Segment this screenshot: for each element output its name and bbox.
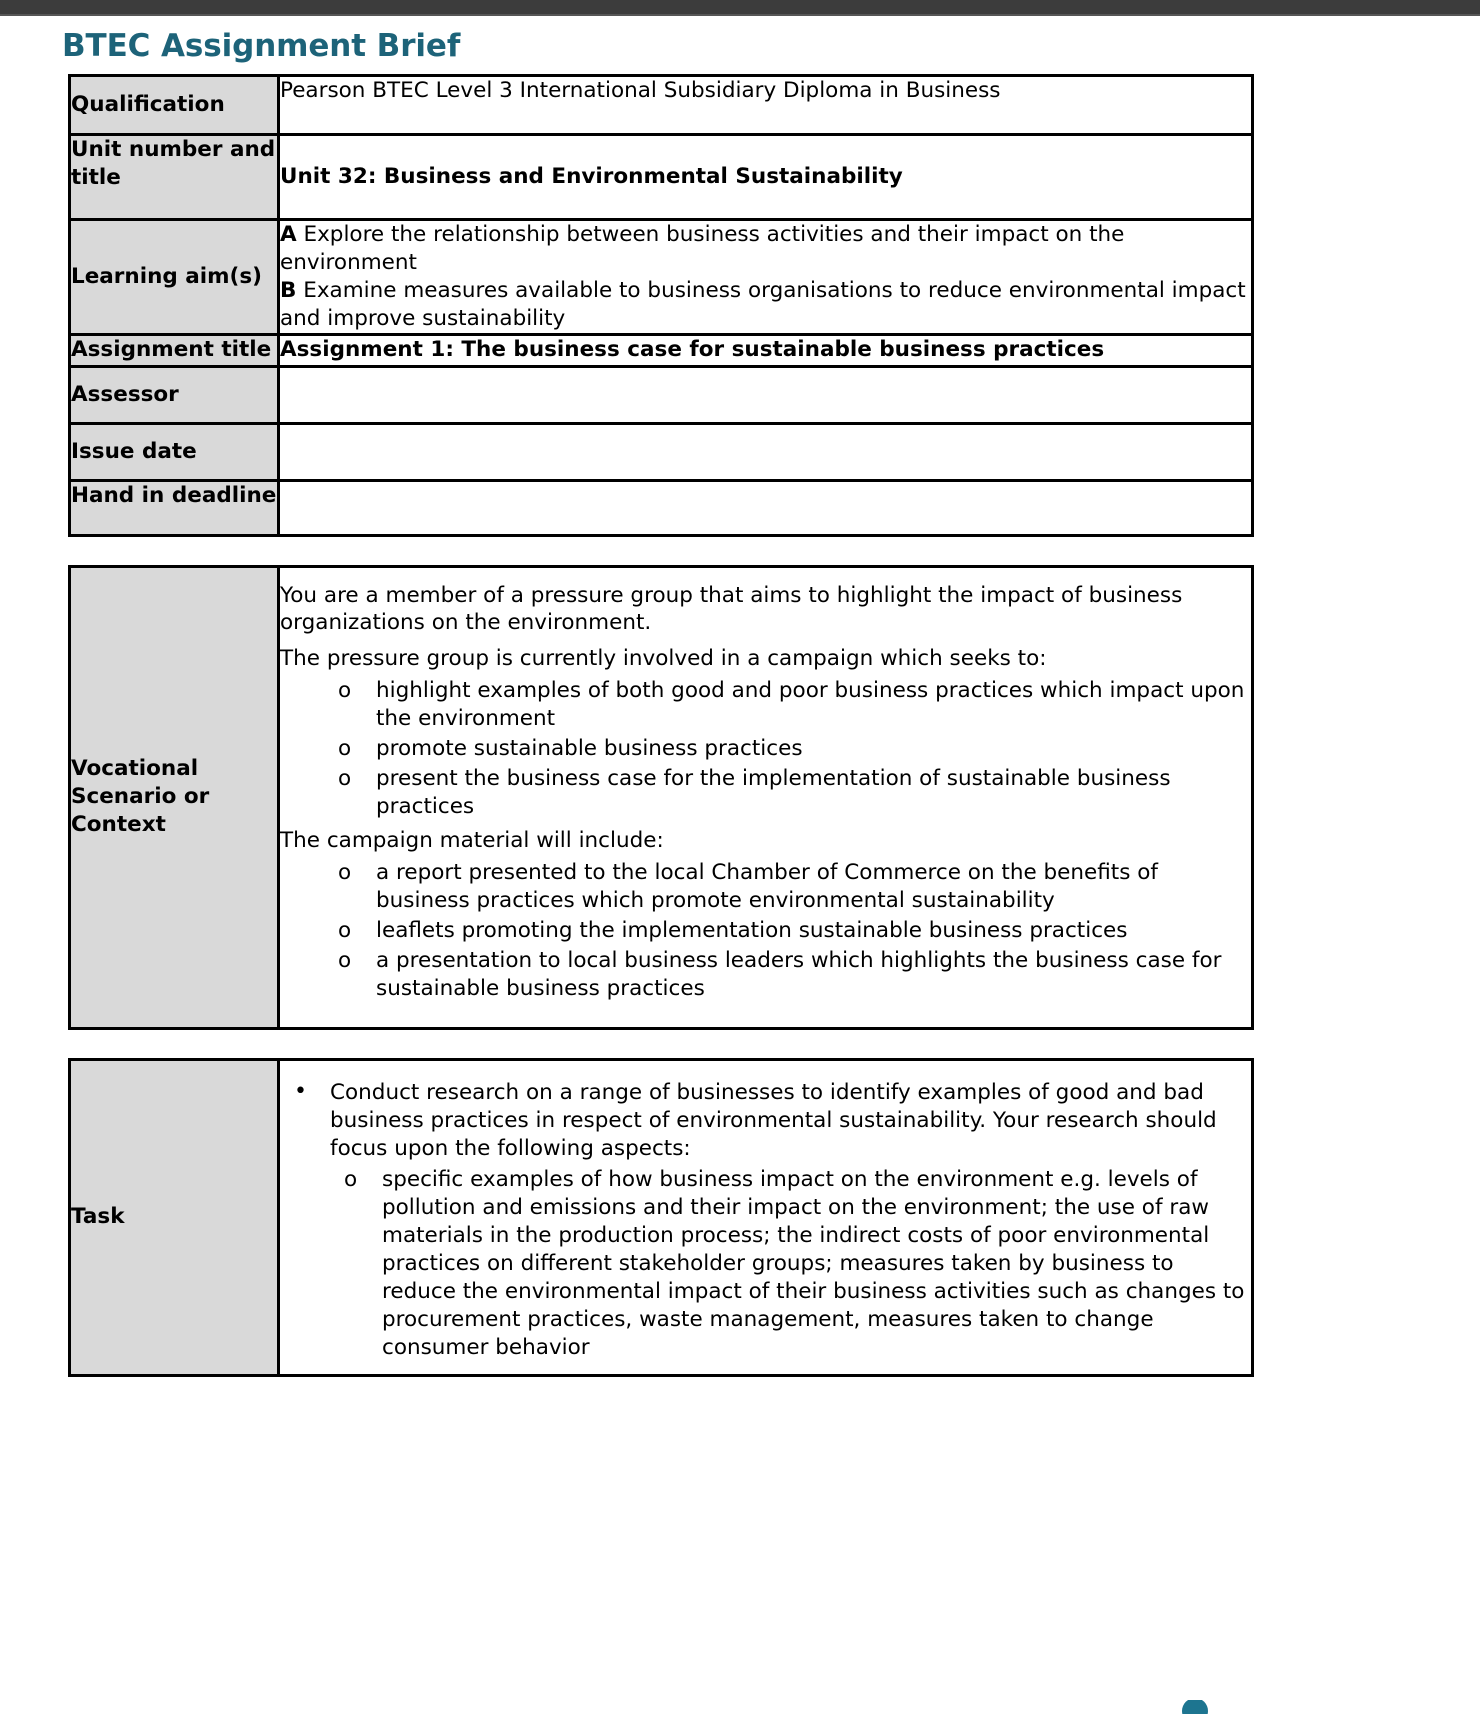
row-value-unit: Unit 32: Business and Environmental Sustainability [279,135,1253,220]
task-bullet-list [280,1079,1251,1362]
assignment-info-table [68,74,1254,537]
list-item: o promote sustainable business practices [280,735,1251,763]
row-value-issue-date[interactable] [279,423,1253,480]
row-label-learning-aims: Learning aim(s) [70,220,279,335]
table-row-assignment-title [70,334,1253,366]
row-value-task [279,1059,1253,1375]
scenario-intro-paragraph-3: The campaign material will include: [280,828,664,854]
document-page [0,16,1480,1377]
row-value-assessor[interactable] [279,366,1253,423]
row-label-assignment-title: Assignment title [70,334,279,366]
row-label-qualification: Qualification [70,76,279,135]
table-row-qualification [70,76,1253,135]
row-value-hand-in-deadline[interactable] [279,480,1253,535]
list-item: o leaflets promoting the implementation sustainable business practices [280,917,1251,945]
table-row-unit [70,135,1253,220]
learning-aim-a-text: Explore the relationship between business activities and their impact on the environment [280,222,1125,275]
row-label-unit [70,135,279,220]
scenario-intro-paragraph-2: The pressure group is currently involved in a campaign which seeks to: [280,646,1047,672]
row-value-vocational-scenario [279,566,1253,1028]
footer-logo-mark [1182,1700,1208,1714]
campaign-aims-list [280,677,1251,821]
table-row-vocational-scenario [70,566,1253,1028]
row-label-task: Task [70,1059,279,1375]
table-row-hand-in-deadline [70,480,1253,535]
vocational-scenario-table [68,565,1254,1030]
task-main-bullet-text: Conduct research on a range of businesses to identify examples of good and bad business practices in respect of environmental sustainability. Your research should focus upon the following aspects: [330,1079,1217,1161]
row-label-assessor: Assessor [70,366,279,423]
list-item: o a report presented to the local Chamber of Commerce on the benefits of business practices which promote environmental sustainability [280,859,1251,915]
page-footer [0,1700,1480,1714]
viewer-top-bar [0,0,1480,16]
list-item: o specific examples of how business impact on the environment e.g. levels of pollution and emissions and their impact on the environment; the use of raw materials in the production process; the indirect costs of poor environmental practices on different stakeholder groups; measures taken by business to reduce the environmental impact of their business activities such as changes to procurement practices, waste management, measures taken to change consumer behavior [330,1166,1251,1362]
list-item: o a presentation to local business leaders which highlights the business case for sustainable business practices [280,947,1251,1003]
page-title: BTEC Assignment Brief [62,28,461,64]
learning-aim-b-text: Examine measures available to business organisations to reduce environmental impact and improve sustainability [280,277,1246,331]
row-label-unit-text: Unit number and title [71,137,276,190]
list-item: o highlight examples of both good and poor business practices which impact upon the environment [280,677,1251,733]
row-value-qualification: Pearson BTEC Level 3 International Subsidiary Diploma in Business [279,76,1253,135]
row-value-assignment-title: Assignment 1: The business case for sustainable business practices [279,334,1253,366]
table-gap-2 [0,1030,1480,1058]
learning-aim-b [280,277,1251,333]
footer-text [68,1700,73,1714]
list-item: o present the business case for the implementation of sustainable business practices [280,765,1251,821]
table-gap-1 [0,537,1480,565]
scenario-intro-paragraph-1: You are a member of a pressure group that aims to highlight the impact of business organizations on the environment. [280,582,1183,636]
campaign-material-list [280,859,1251,1003]
task-sub-bullet-list [330,1166,1251,1362]
learning-aim-a [280,221,1251,277]
learning-aim-b-letter: B [280,277,297,303]
table-row-assessor [70,366,1253,423]
table-row-learning-aims [70,220,1253,335]
row-label-hand-in-deadline: Hand in deadline [70,480,279,535]
table-row-task [70,1059,1253,1375]
list-item [280,1079,1251,1362]
task-table [68,1058,1254,1377]
row-label-vocational-scenario: Vocational Scenario or Context [70,566,279,1028]
row-value-learning-aims [279,220,1253,335]
table-row-issue-date [70,423,1253,480]
row-label-issue-date: Issue date [70,423,279,480]
learning-aim-a-letter: A [280,222,297,247]
